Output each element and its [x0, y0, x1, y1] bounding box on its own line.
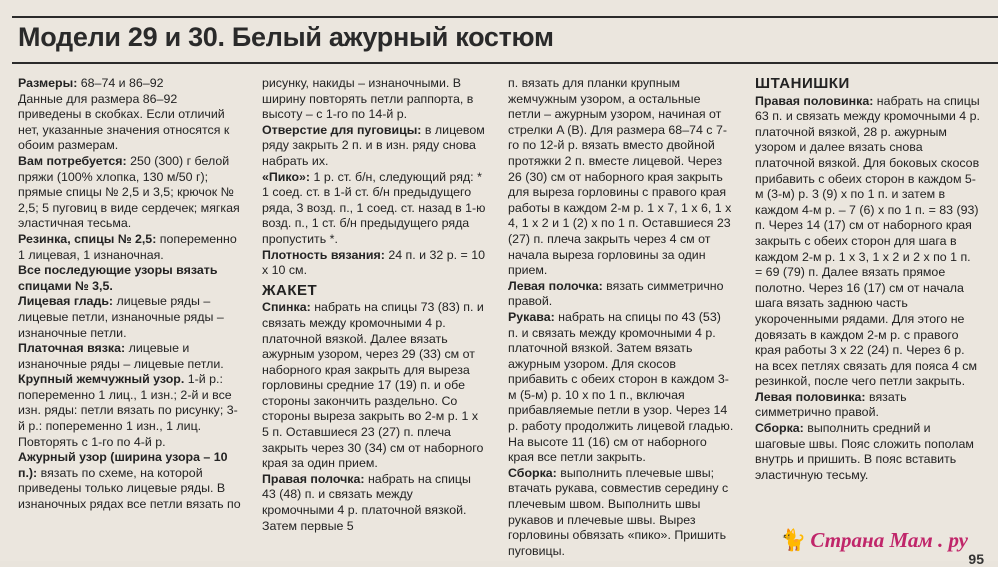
page-title: Модели 29 и 30. Белый ажурный костюм	[18, 22, 554, 52]
paragraph	[18, 294, 244, 341]
paragraph-text: 68–74 и 86–92	[77, 76, 164, 90]
text-column-3	[508, 76, 734, 559]
paragraph-lead: Правая полочка:	[262, 471, 365, 486]
paragraph-lead: Левая половинка:	[755, 389, 866, 404]
text-column-4	[755, 76, 981, 483]
paragraph-text: 1 р. ст. б/н, следующий ряд: * 1 соед. ст. в 1-й ст. б/н предыдущего ряда, 3 возд. п., 1 соед. ст. назад в 1-ю возд. п., 1 ст. б/н предыдущего ряда пропустить *.	[262, 169, 486, 246]
paragraph	[755, 390, 981, 421]
paragraph-text: вязать симметрично правой.	[755, 389, 907, 420]
paragraph	[18, 154, 244, 232]
paragraph-text: в лицевом ряду закрыть 2 п. и в изн. ряду снова набрать их.	[262, 122, 485, 168]
paragraph	[262, 123, 488, 170]
paragraph-lead: Вам потребуется:	[18, 153, 127, 168]
paragraph	[18, 232, 244, 263]
paragraph	[262, 76, 488, 123]
paragraph-text: Данные для размера 86–92 приведены в скобках. Если отличий нет, указанные значения относятся к обоим размерам.	[18, 91, 230, 153]
paragraph-text: выполнить средний и шаговые швы. Пояс сложить пополам внутрь и пришить. В пояс вставить эластичную тесьму.	[755, 421, 974, 482]
page-number: 95	[968, 551, 984, 567]
paragraph-lead: Лицевая гладь:	[18, 294, 114, 309]
paragraph	[508, 310, 734, 466]
paragraph-lead: Ажурный узор (ширина узора – 10 п.):	[18, 450, 228, 480]
watermark-text: Страна Мам . ру	[810, 528, 968, 552]
paragraph	[755, 421, 981, 483]
paragraph	[18, 92, 244, 154]
paragraph	[262, 170, 488, 248]
paragraph-text: вязать по схеме, на которой приведены только лицевые ряды. В изнаночных рядах все петли вязать по	[18, 465, 241, 512]
paragraph	[262, 300, 488, 472]
paragraph-text: выполнить плечевые швы; втачать рукава, совместив середину с плечевым швом. Выполнить швы рукавов и плечевые швы. Вырез горловины обвязать «пико». Пришить пуговицы.	[508, 465, 729, 558]
paragraph-lead: Рукава:	[508, 309, 555, 324]
paragraph-lead: Сборка:	[508, 465, 557, 480]
paragraph-text: набрать на спицы 73 (83) п. и связать между кромочными 4 р. платочной вязкой. Далее вязать ажурным узором, через 29 (33) см от наборного края закрыть для выреза горловины средние 17 (19) п. и обе стороны закончить раздельно. Со стороны выреза закрыть во 2-м р. 1 х 5 п. Оставшиеся 23 (27) п. плеча закрыть через 30 (34) см от наборного края за один прием.	[262, 300, 484, 471]
paragraph-text: набрать на спицы 43 (48) п. и связать между кромочными 4 р. платочной вязкой. Затем первые 5	[262, 471, 471, 533]
paragraph	[18, 372, 244, 450]
text-column-1	[18, 76, 244, 513]
paragraph	[508, 466, 734, 560]
paragraph	[755, 94, 981, 390]
paragraph	[18, 450, 244, 512]
paragraph-text: 24 п. и 32 р. = 10 х 10 см.	[262, 247, 485, 278]
paragraph-lead: Левая полочка:	[508, 278, 603, 293]
paragraph	[18, 341, 244, 372]
paragraph-text: набрать на спицы 63 п. и связать между кромочными 4 р. платочной вязкой, 28 р. ажурным узором и далее вязать снова платочной вязкой. Для боковых скосов прибавить с обеих сторон в каждом 5-м (3-м) р. 3 (9) х по 1 п. и затем в каждом 4-м р. – 7 (6) х по 1 п. = 83 (93) п. Через 14 (17) см от наборного края закрыть с обеих сторон для шага в каждом 2-м р. 1 х 3, 1 х 2 и 2 х по 1 п. = 69 (79) п. Далее вязать прямое полотно. Через 16 (17) см от начала шага вязать заднюю часть укороченными рядами. Для этого не довязать в каждом 2-м р. с правого края работы 3 х 22 (24) п. Через 6 р. на всех петлях связать для пояса 4 см резинкой, после чего петли закрыть.	[755, 93, 980, 389]
paragraph-text: рисунку, накиды – изнаночными. В ширину повторять петли раппорта, в высоту – с 1-го по 14-й р.	[262, 76, 474, 122]
paragraph-lead: Правая половинка:	[755, 93, 874, 108]
paragraph-text: вязать симметрично правой.	[508, 278, 724, 309]
paragraph-text: лицевые ряды – лицевые петли, изнаночные ряды – изнаночные петли.	[18, 294, 224, 340]
paragraph-text: набрать на спицы по 43 (53) п. и связать между кромочными 4 р. платочной вязкой. Затем вязать ажурным узором. Для скосов прибавить с обеих сторон в каждом 3-м (5-м) р. 10 х по 1 п., включая прибавляемые петли в узор. Через 14 р. работу продолжить лицевой гладью. На высоте 11 (16) см от наборного края все петли закрыть.	[508, 309, 734, 465]
top-rule	[12, 16, 998, 18]
paragraph	[508, 76, 734, 279]
paragraph-text: лицевые и изнаночные ряды – лицевые петли.	[18, 341, 224, 371]
paragraph-lead: Отверстие для пуговицы:	[262, 122, 422, 137]
paragraph-text: 1-й р.: попеременно 1 лиц., 1 изн.; 2-й и все изн. ряды: петли вязать по рисунку; 3-й р.: попеременно 1 изн., 1 лиц. Повторять с 1-го по 4-й р.	[18, 372, 238, 449]
section-heading: ЖАКЕТ	[262, 281, 318, 299]
watermark-logo	[780, 528, 968, 553]
title-rule	[12, 62, 998, 64]
paragraph-text: п. вязать для планки крупным жемчужным узором, а остальные петли – ажурным узором, начиная от стрелки A (B). Для размера 68–74 с 7-го по 12-й р. вязать вместо двойной протяжки 2 п. вместе лицевой. Через 26 (30) см от наборного края закрыть для выреза горловины с правого края работы в каждом 2-м р. 1 х 7, 1 х 6, 1 х 4, 1 х 2 и 1 (2) х по 1 п. Оставшиеся 23 (27) п. плеча закрыть через 4 см от начала выреза горловины за один прием.	[508, 76, 732, 278]
paragraph-lead: Размеры:	[18, 76, 78, 90]
paragraph-lead: Спинка:	[262, 300, 311, 315]
paragraph	[18, 263, 244, 294]
paragraph	[18, 76, 244, 92]
paragraph-lead: Крупный жемчужный узор.	[18, 372, 185, 387]
section-heading: ШТАНИШКИ	[755, 76, 850, 92]
paragraph-lead: Сборка:	[755, 421, 804, 436]
paragraph-lead: «Пико»:	[262, 169, 311, 184]
paragraph	[262, 472, 488, 534]
paragraph-lead: Плотность вязания:	[262, 247, 385, 262]
paragraph-lead: Резинка, спицы № 2,5:	[18, 231, 157, 246]
text-column-2	[262, 76, 488, 534]
paragraph	[508, 279, 734, 310]
paragraph	[262, 248, 488, 279]
cat-icon: 🐈	[780, 528, 807, 552]
paragraph-text: 250 (300) г белой пряжи (100% хлопка, 130 м/50 г); прямые спицы № 2,5 и 3,5; крючок № 2,5; 5 пуговиц в виде сердечек; мягкая эластичная тесьма.	[18, 153, 240, 231]
paragraph-lead: Все последующие узоры вязать спицами № 3,5.	[18, 263, 218, 293]
paragraph-text: попеременно 1 лицевая, 1 изнаночная.	[18, 231, 237, 262]
paragraph-lead: Платочная вязка:	[18, 341, 126, 356]
